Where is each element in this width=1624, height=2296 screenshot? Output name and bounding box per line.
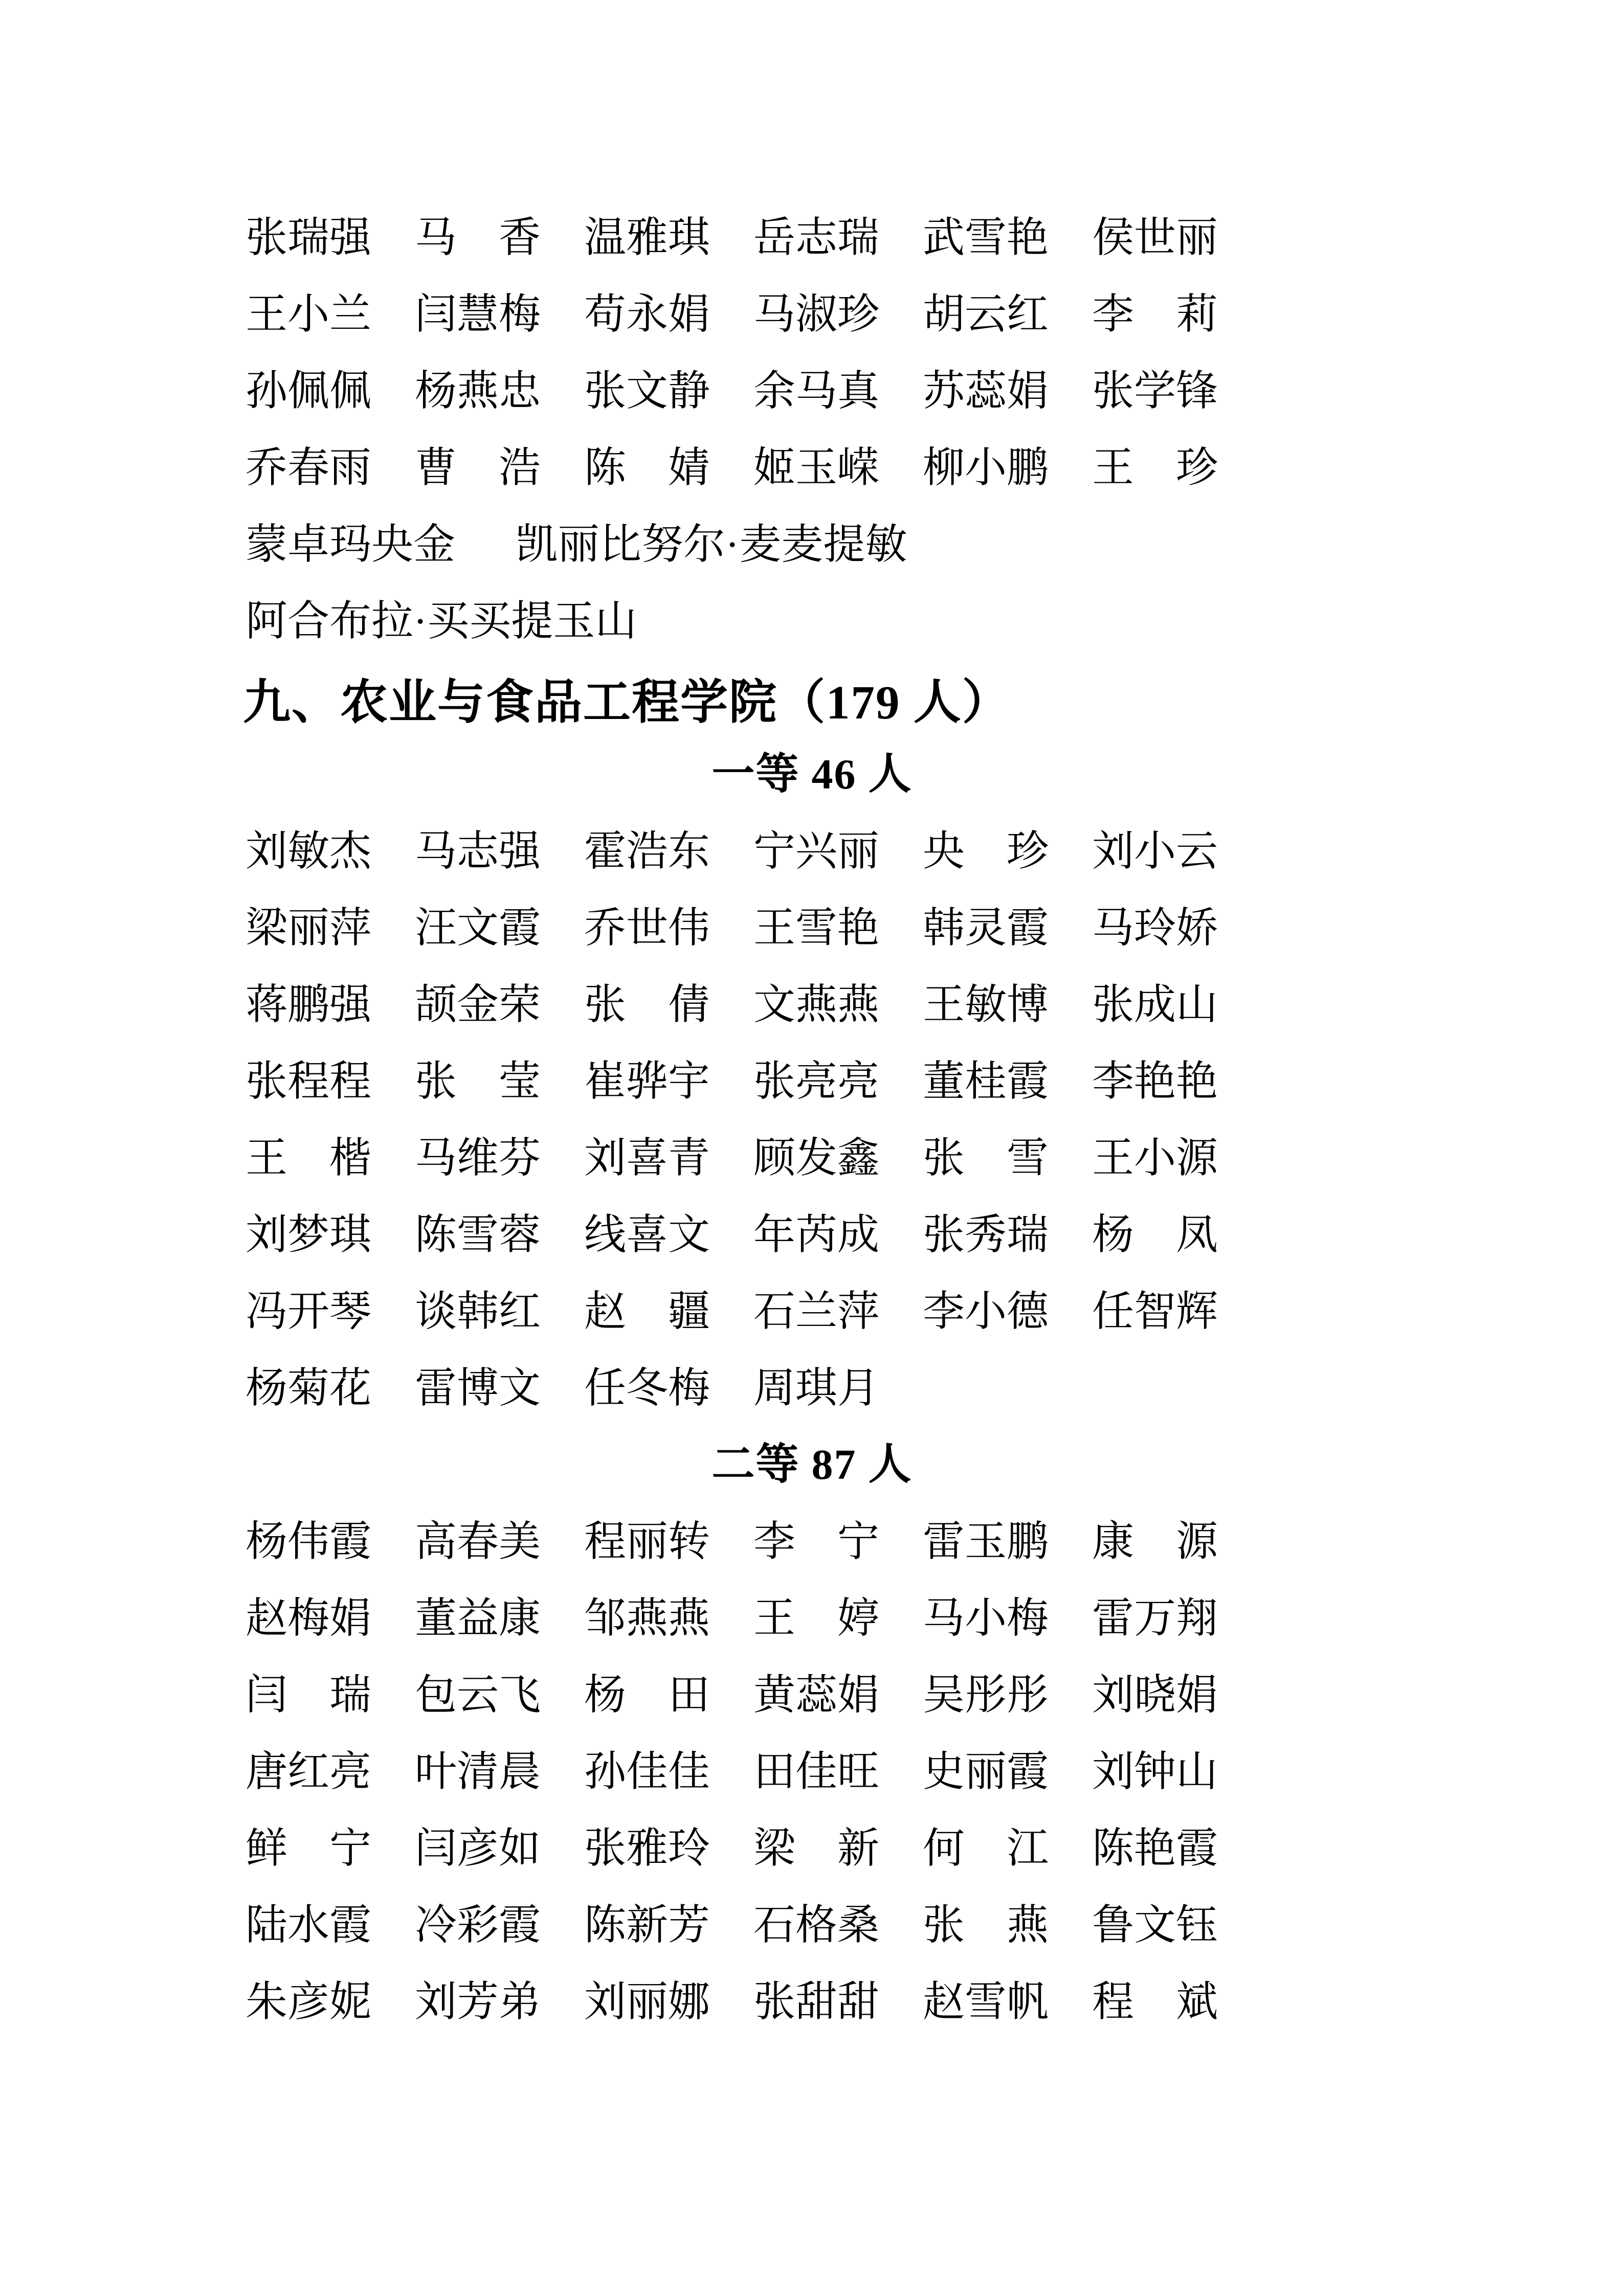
name-cell: 张 雪 [923,1135,1049,1181]
name-cell: 刘芳弟 [415,1978,541,2025]
name-cell: 梁丽萍 [246,905,372,951]
name-row [246,1734,1624,1810]
name-cell: 王 婷 [753,1595,880,1641]
name-cell: 张亮亮 [753,1058,880,1105]
name-cell: 张雅玲 [584,1825,710,1872]
name-cell: 王小源 [1092,1135,1218,1181]
name-cell: 刘喜青 [584,1135,710,1181]
name-cell: 赵梅娟 [246,1595,372,1641]
name-row [246,1810,1624,1887]
name-cell: 雷玉鹏 [923,1518,1049,1565]
name-row [246,813,1624,890]
name-cell: 叶清晨 [415,1748,541,1795]
name-cell: 文燕燕 [753,981,880,1028]
name-cell: 吴彤彤 [923,1672,1049,1718]
name-cell: 李 莉 [1092,291,1218,337]
name-cell: 余马真 [753,368,880,414]
name-cell: 岳志瑞 [753,214,880,261]
name-row [246,199,1624,276]
name-cell: 侯世丽 [1092,214,1218,261]
name-cell: 乔世伟 [584,905,710,951]
name-cell: 史丽霞 [923,1748,1049,1795]
name-cell: 董桂霞 [923,1058,1049,1105]
name-cell: 姬玉嵘 [753,444,880,491]
name-cell: 刘梦琪 [246,1211,372,1258]
name-row [246,1887,1624,1964]
name-cell: 何 江 [923,1825,1049,1872]
name-cell: 李 宁 [753,1518,880,1565]
name-row [246,1350,1624,1427]
name-cell: 线喜文 [584,1211,710,1258]
name-cell: 柳小鹏 [923,444,1049,491]
grade-subsections [0,736,1624,2040]
name-cell: 孙佳佳 [584,1748,710,1795]
name-cell: 胡云红 [923,291,1049,337]
name-cell: 冷彩霞 [415,1902,541,1948]
name-cell: 雷博文 [415,1365,541,1411]
name-row [246,1503,1624,1580]
name-cell: 霍浩东 [584,828,710,874]
name-cell: 刘小云 [1092,828,1218,874]
name-cell: 程丽转 [584,1518,710,1565]
name-cell: 陈艳霞 [1092,1825,1218,1872]
name-cell: 张瑞强 [246,214,372,261]
name-cell: 曹 浩 [415,444,541,491]
name-cell: 年芮成 [753,1211,880,1258]
name-cell: 马 香 [415,214,541,261]
name-cell: 康 源 [1092,1518,1218,1565]
name-cell: 高春美 [415,1518,541,1565]
name-cell: 张程程 [246,1058,372,1105]
name-cell: 董益康 [415,1595,541,1641]
name-cell: 程 斌 [1092,1978,1218,2025]
name-cell: 崔骅宇 [584,1058,710,1105]
name-cell: 凯丽比努尔·麦麦提敏 [516,521,907,568]
name-cell: 王敏博 [923,981,1049,1028]
name-cell: 鲁文钰 [1092,1902,1218,1948]
name-cell: 马小梅 [923,1595,1049,1641]
name-cell: 冯开琴 [246,1288,372,1335]
name-cell: 黄蕊娟 [753,1672,880,1718]
grade-subheading: 一等 46 人 [711,751,913,798]
name-cell: 任智辉 [1092,1288,1218,1335]
name-cell: 央 珍 [923,828,1049,874]
section-heading: 九、农业与食品工程学院（179 人） [243,677,1011,729]
name-cell: 闫彦如 [415,1825,541,1872]
name-cell: 蒋鹏强 [246,981,372,1028]
name-cell: 陆水霞 [246,1902,372,1948]
name-cell: 武雪艳 [923,214,1049,261]
name-row [246,966,1624,1043]
name-row [246,1580,1624,1657]
name-cell: 王 珍 [1092,444,1218,491]
name-cell: 张文静 [584,368,710,414]
name-cell: 陈 婧 [584,444,710,491]
name-cell: 马维芬 [415,1135,541,1181]
name-row [246,430,1624,506]
name-row [246,276,1624,353]
name-cell: 陈雪蓉 [415,1211,541,1258]
name-cell: 杨 凤 [1092,1211,1218,1258]
grade-subheading: 二等 87 人 [711,1441,913,1489]
name-cell: 杨菊花 [246,1365,372,1411]
name-cell: 乔春雨 [246,444,372,491]
name-cell: 朱彦妮 [246,1978,372,2025]
name-cell: 闫慧梅 [415,291,541,337]
name-cell: 马玲娇 [1092,905,1218,951]
name-row [246,1964,1624,2040]
name-cell: 王雪艳 [753,905,880,951]
name-cell: 鲜 宁 [246,1825,372,1872]
name-cell: 蒙卓玛央金 [246,521,456,568]
name-cell: 阿合布拉·买买提玉山 [246,598,637,644]
intro-name-grid [0,199,1624,506]
name-cell: 杨燕忠 [415,368,541,414]
name-cell: 刘敏杰 [246,828,372,874]
name-cell: 温雅琪 [584,214,710,261]
name-cell: 王 楷 [246,1135,372,1181]
name-row [246,353,1624,430]
name-cell: 张 莹 [415,1058,541,1105]
name-cell: 闫 瑞 [246,1672,372,1718]
name-cell: 任冬梅 [584,1365,710,1411]
name-cell: 王小兰 [246,291,372,337]
name-cell: 孙佩佩 [246,368,372,414]
name-cell: 唐红亮 [246,1748,372,1795]
name-cell: 马淑珍 [753,291,880,337]
intro-name-lines [0,506,1624,660]
name-cell: 张学锋 [1092,368,1218,414]
name-cell: 包云飞 [415,1672,541,1718]
name-cell: 苏蕊娟 [923,368,1049,414]
name-cell: 梁 新 [753,1825,880,1872]
name-cell: 张甜甜 [753,1978,880,2025]
name-cell: 刘丽娜 [584,1978,710,2025]
name-line [246,506,1624,583]
name-row [246,890,1624,966]
name-cell: 田佳旺 [753,1748,880,1795]
name-cell: 李小德 [923,1288,1049,1335]
name-cell: 杨伟霞 [246,1518,372,1565]
name-cell: 刘晓娟 [1092,1672,1218,1718]
name-cell: 韩灵霞 [923,905,1049,951]
name-cell: 邹燕燕 [584,1595,710,1641]
name-cell: 石格桑 [753,1902,880,1948]
name-row [246,1120,1624,1197]
name-row [246,1273,1624,1350]
name-line [246,583,1624,660]
name-cell: 顾发鑫 [753,1135,880,1181]
name-row [246,1043,1624,1120]
name-row [246,1197,1624,1273]
name-cell: 张秀瑞 [923,1211,1049,1258]
name-cell: 张 燕 [923,1902,1049,1948]
name-cell: 陈新芳 [584,1902,710,1948]
name-cell: 张 倩 [584,981,710,1028]
name-cell: 宁兴丽 [753,828,880,874]
name-cell: 谈韩红 [415,1288,541,1335]
name-cell: 马志强 [415,828,541,874]
name-cell: 苟永娟 [584,291,710,337]
name-cell: 颉金荣 [415,981,541,1028]
name-cell: 石兰萍 [753,1288,880,1335]
name-row [246,1657,1624,1734]
name-cell: 刘钟山 [1092,1748,1218,1795]
name-cell: 汪文霞 [415,905,541,951]
name-cell: 杨 田 [584,1672,710,1718]
name-cell: 李艳艳 [1092,1058,1218,1105]
name-cell: 赵雪帆 [923,1978,1049,2025]
name-cell: 张成山 [1092,981,1218,1028]
name-cell: 赵 疆 [584,1288,710,1335]
name-cell: 周琪月 [753,1365,880,1411]
name-cell: 雷万翔 [1092,1595,1218,1641]
